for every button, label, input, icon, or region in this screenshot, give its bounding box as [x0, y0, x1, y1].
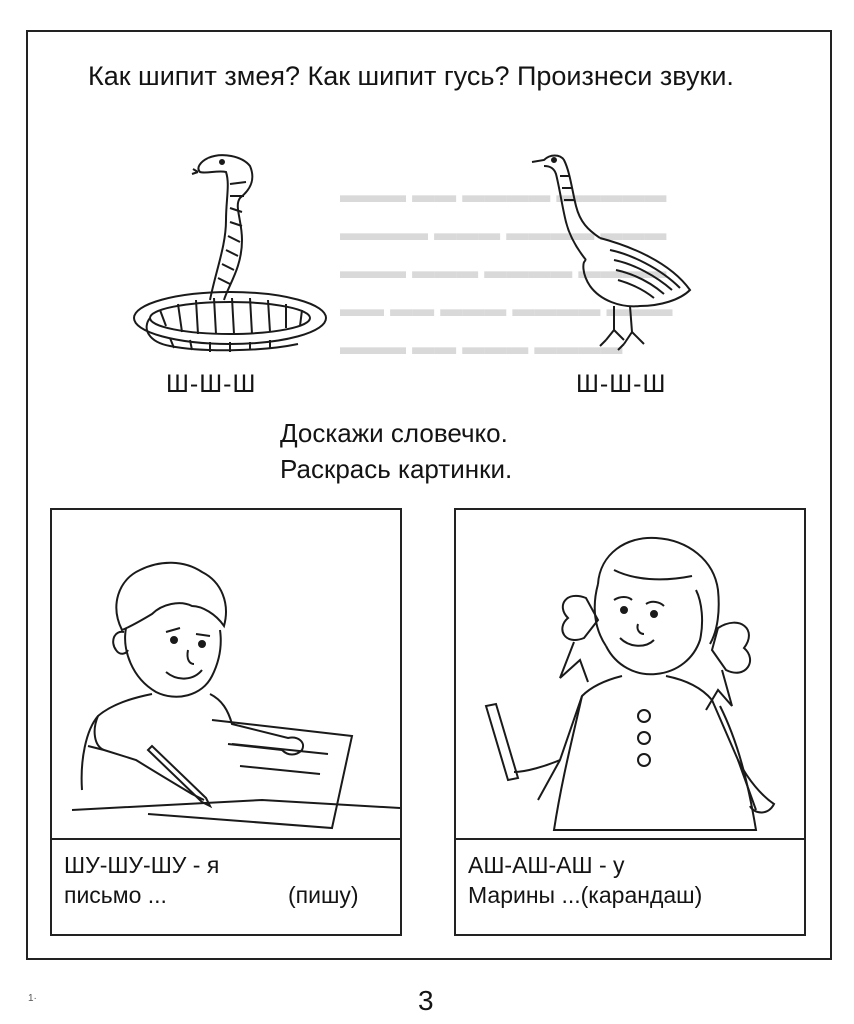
task-instruction [280, 415, 512, 487]
panel-left-caption [52, 838, 400, 934]
caption-left-phrase: письмо ... [64, 882, 167, 908]
girl-pencil-illustration [456, 510, 804, 838]
goose-illustration [530, 150, 700, 355]
panel-right-caption [456, 838, 804, 934]
task-line-2: Раскрась картинки. [280, 454, 513, 484]
caption-right-line-1: АШ-АШ-АШ - у [468, 852, 625, 878]
task-line-1: Доскажи словечко. [280, 418, 508, 448]
goose-sound: Ш-Ш-Ш [576, 370, 667, 398]
snake-sound: Ш-Ш-Ш [166, 370, 257, 398]
boy-writing-illustration [52, 510, 400, 838]
panel-boy-writing [50, 508, 402, 936]
page-number: 3 [418, 985, 434, 1016]
caption-left-line-1: ШУ-ШУ-ШУ - я [64, 852, 220, 878]
caption-right-line-2: Марины ...(карандаш) [468, 882, 703, 908]
caption-left-answer: (пишу) [288, 882, 359, 908]
panel-girl-pencil [454, 508, 806, 936]
snake-illustration [130, 150, 330, 355]
caption-left-line-2 [64, 880, 400, 910]
corner-mark: 1· [28, 993, 37, 1004]
instruction-text: Как шипит змея? Как шипит гусь? Произнеси звуки. [88, 61, 734, 91]
